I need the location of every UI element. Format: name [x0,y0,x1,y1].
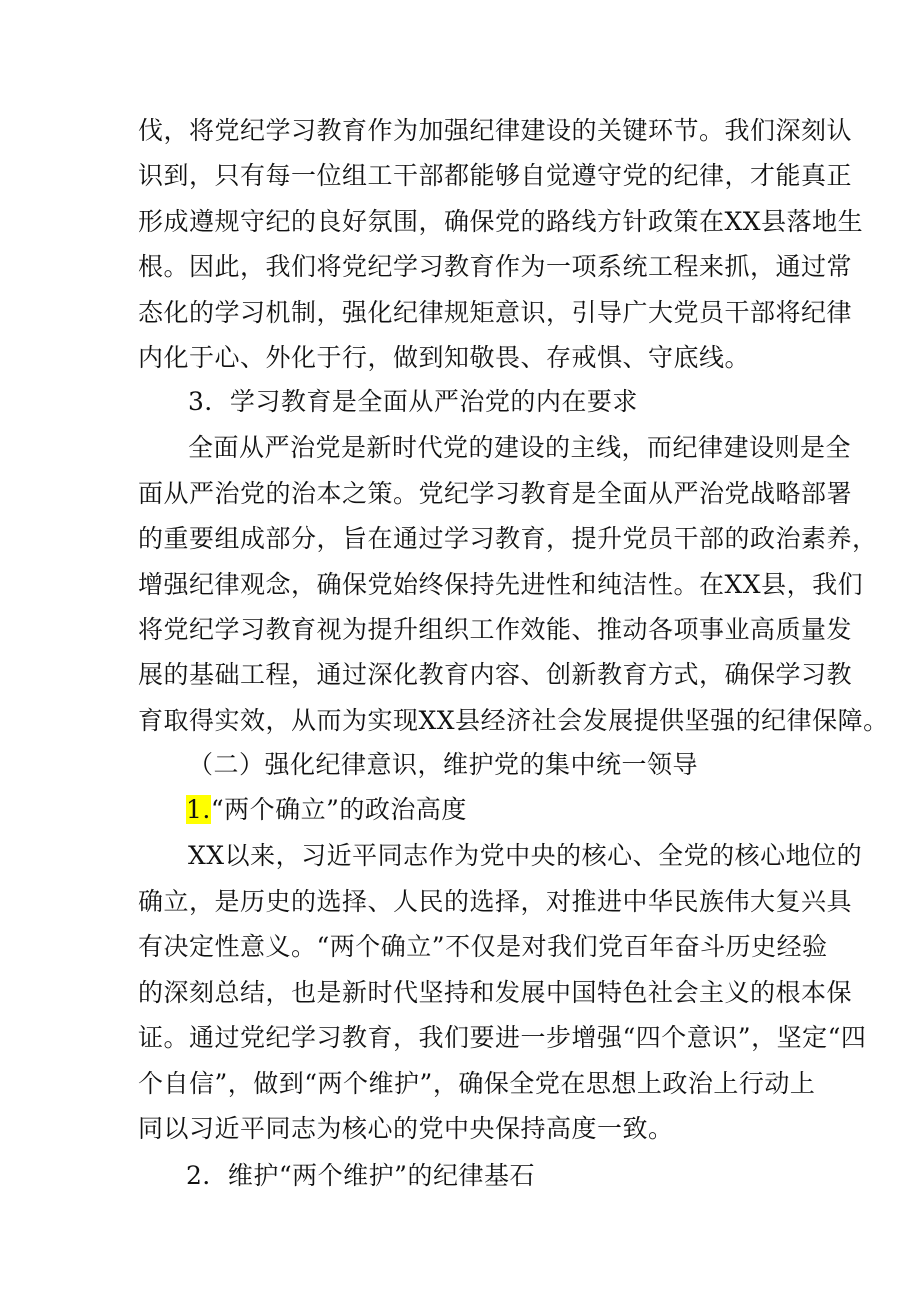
paragraph-2-line-7: 育取得实效，从而为实现XX县经济社会发展提供坚强的纪律保障。 [138,706,889,735]
paragraph-1-line-1: 伐，将党纪学习教育作为加强纪律建设的关键环节。我们深刻认 [138,116,853,145]
heading-2: 2．维护“两个维护”的纪律基石 [186,1161,535,1190]
paragraph-1-line-4: 根。因此，我们将党纪学习教育作为一项系统工程来抓，通过常 [138,252,853,281]
heading-3: 3．学习教育是全面从严治党的内在要求 [188,387,638,416]
paragraph-3-line-5: 证。通过党纪学习教育，我们要进一步增强“四个意识”，坚定“四 [138,1023,867,1052]
paragraph-3-line-3: 有决定性意义。“两个确立”不仅是对我们党百年奋斗历史经验 [138,932,828,961]
paragraph-2-line-5: 将党纪学习教育视为提升组织工作效能、推动各项事业高质量发 [138,615,853,644]
paragraph-3-line-1: XX以来，习近平同志作为党中央的核心、全党的核心地位的 [188,841,863,870]
paragraph-1-line-2: 识到，只有每一位组工干部都能够自觉遵守党的纪律，才能真正 [138,161,853,190]
section-heading-2: （二）强化纪律意识，维护党的集中统一领导 [188,750,699,779]
paragraph-1-line-3: 形成遵规守纪的良好氛围，确保党的路线方针政策在XX县落地生 [138,207,864,236]
paragraph-2-line-6: 展的基础工程，通过深化教育内容、创新教育方式，确保学习教 [138,660,853,689]
paragraph-2-line-3: 的重要组成部分，旨在通过学习教育，提升党员干部的政治素养， [138,524,878,553]
paragraph-3-line-6: 个自信”，做到“两个维护”，确保全党在思想上政治上行动上 [138,1069,816,1098]
paragraph-3-line-4: 的深刻总结，也是新时代坚持和发展中国特色社会主义的根本保 [138,978,853,1007]
subheading-1-text: “两个确立”的政治高度 [210,795,467,824]
paragraph-3-line-7: 同以习近平同志为核心的党中央保持高度一致。 [138,1114,674,1143]
paragraph-1-line-6: 内化于心、外化于行，做到知敬畏、存戒惧、守底线。 [138,343,751,372]
paragraph-2-line-1: 全面从严治党是新时代党的建设的主线，而纪律建设则是全 [188,433,852,462]
paragraph-1-line-5: 态化的学习机制，强化纪律规矩意识，引导广大党员干部将纪律 [138,298,853,327]
paragraph-2-line-2: 面从严治党的治本之策。党纪学习教育是全面从严治党战略部署 [138,479,853,508]
paragraph-2-line-4: 增强纪律观念，确保党始终保持先进性和纯洁性。在XX县，我们 [138,570,864,599]
highlighted-number: 1. [186,795,211,824]
paragraph-3-line-2: 确立，是历史的选择、人民的选择，对推进中华民族伟大复兴具 [138,887,853,916]
subheading-1 [186,792,467,828]
